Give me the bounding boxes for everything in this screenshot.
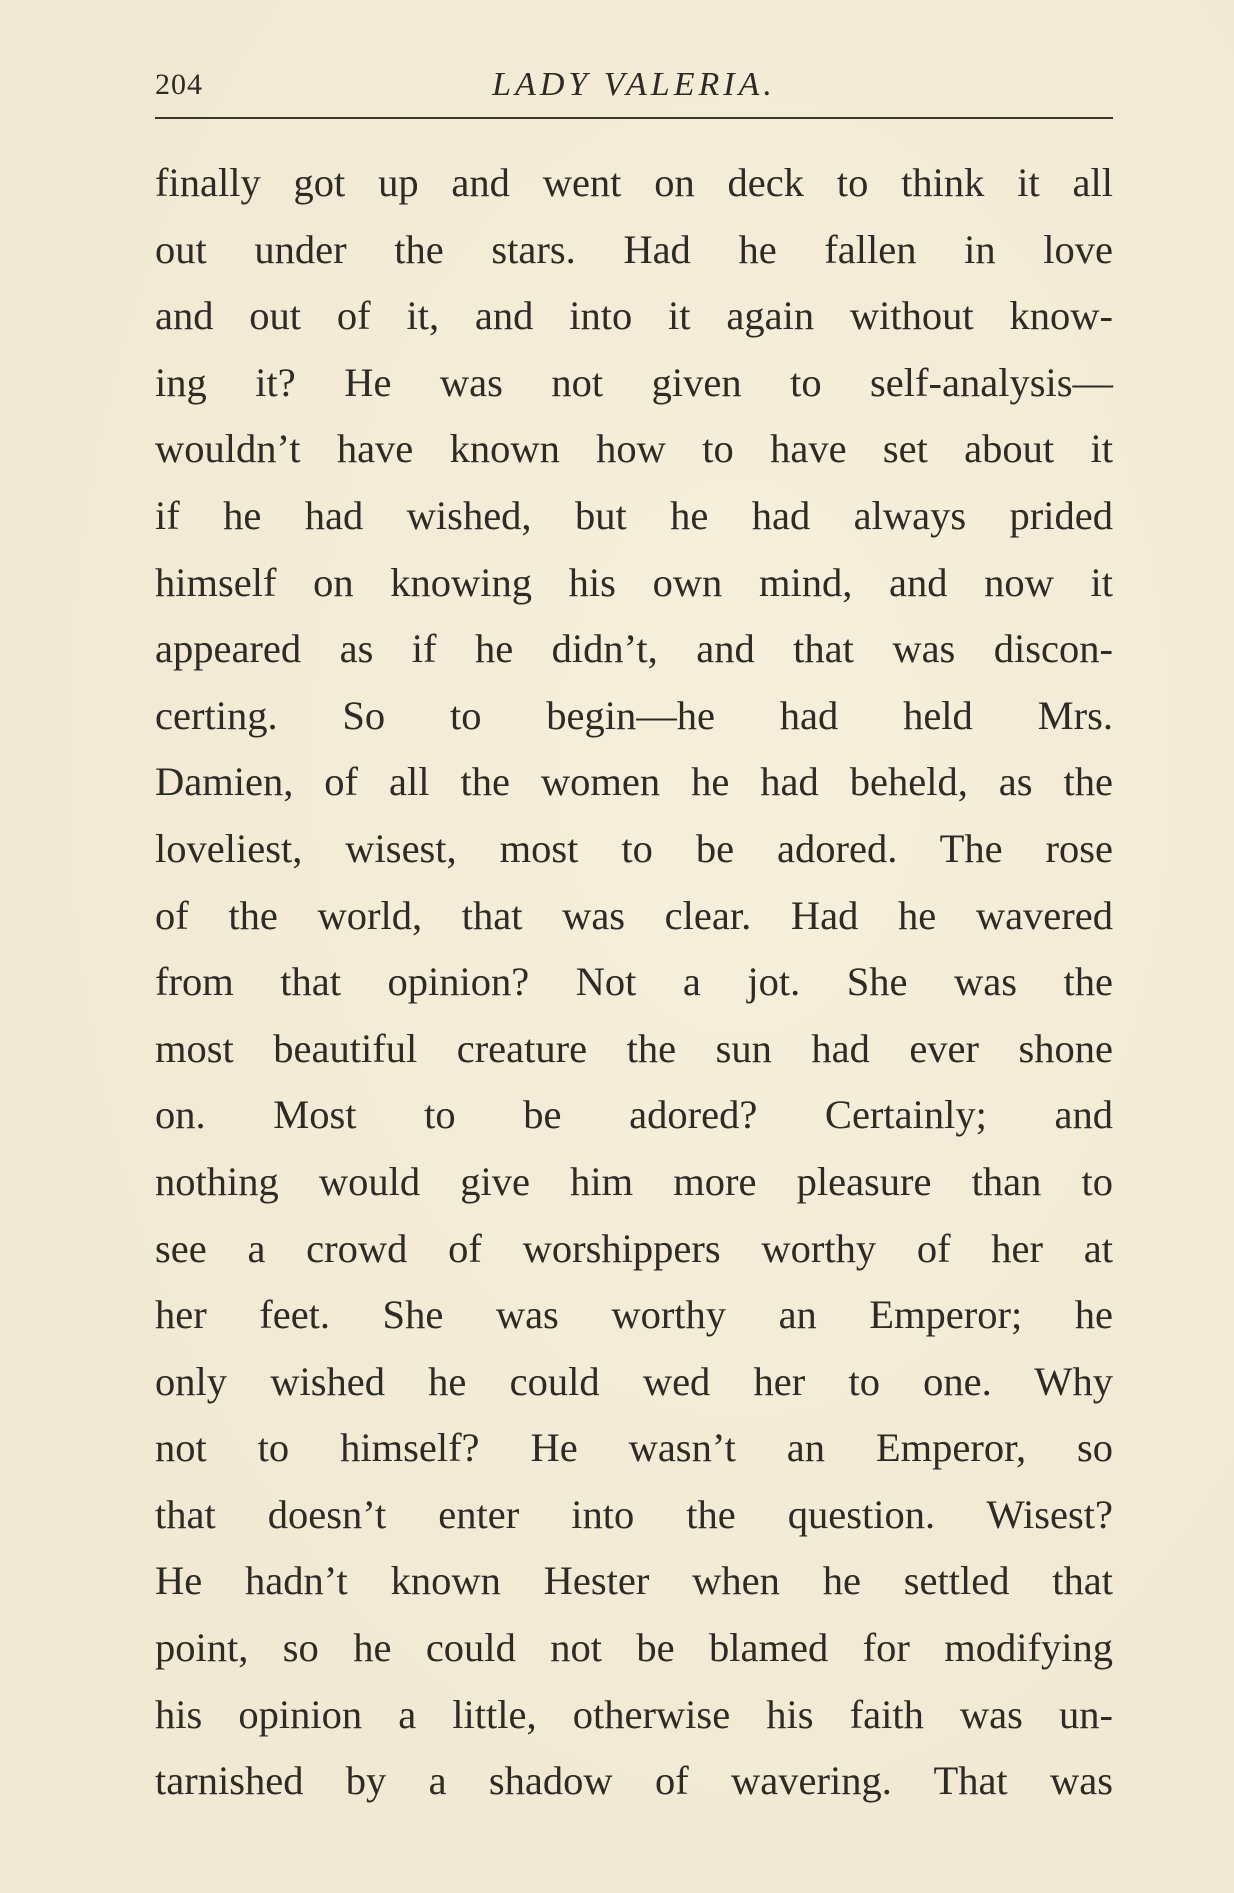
- text-line: only wished he could wed her to one. Why: [155, 1358, 1113, 1404]
- text-line: certing. So to begin—he had held Mrs.: [155, 692, 1113, 738]
- text-line: of the world, that was clear. Had he wavered: [155, 892, 1113, 938]
- text-line: that doesn’t enter into the question. Wisest?: [155, 1491, 1113, 1537]
- text-line: finally got up and went on deck to think it all: [155, 160, 1113, 205]
- text-line: most beautiful creature the sun had ever shone: [155, 1025, 1113, 1071]
- text-line: from that opinion? Not a jot. She was the: [155, 959, 1113, 1005]
- text-line: tarnished by a shadow of wavering. That was: [155, 1758, 1113, 1804]
- text-line: if he had wished, but he had always prided: [155, 492, 1113, 538]
- text-line: not to himself? He wasn’t an Emperor, so: [155, 1425, 1113, 1471]
- header-rule: [155, 117, 1113, 119]
- body-text: [155, 150, 1113, 1815]
- text-line: and out of it, and into it again without know-: [155, 293, 1113, 339]
- text-line: his opinion a little, otherwise his faith was un-: [155, 1691, 1113, 1737]
- text-line: He hadn’t known Hester when he settled that: [155, 1558, 1113, 1604]
- text-line: loveliest, wisest, most to be adored. The rose: [155, 825, 1113, 871]
- text-line: Damien, of all the women he had beheld, as the: [155, 759, 1113, 805]
- running-title: LADY VALERIA.: [492, 66, 776, 103]
- text-line: see a crowd of worshippers worthy of her at: [155, 1225, 1113, 1271]
- text-line: himself on knowing his own mind, and now it: [155, 559, 1113, 605]
- text-line: out under the stars. Had he fallen in love: [155, 226, 1113, 272]
- text-line: wouldn’t have known how to have set about it: [155, 426, 1113, 472]
- text-line: her feet. She was worthy an Emperor; he: [155, 1292, 1113, 1338]
- text-line: appeared as if he didn’t, and that was discon-: [155, 626, 1113, 672]
- page-header: [155, 62, 1113, 112]
- text-line: point, so he could not be blamed for modifying: [155, 1625, 1113, 1671]
- text-line: on. Most to be adored? Certainly; and: [155, 1092, 1113, 1138]
- text-line: ing it? He was not given to self-analysis—: [155, 359, 1113, 405]
- text-line: nothing would give him more pleasure than to: [155, 1158, 1113, 1204]
- page-number: 204: [155, 68, 203, 101]
